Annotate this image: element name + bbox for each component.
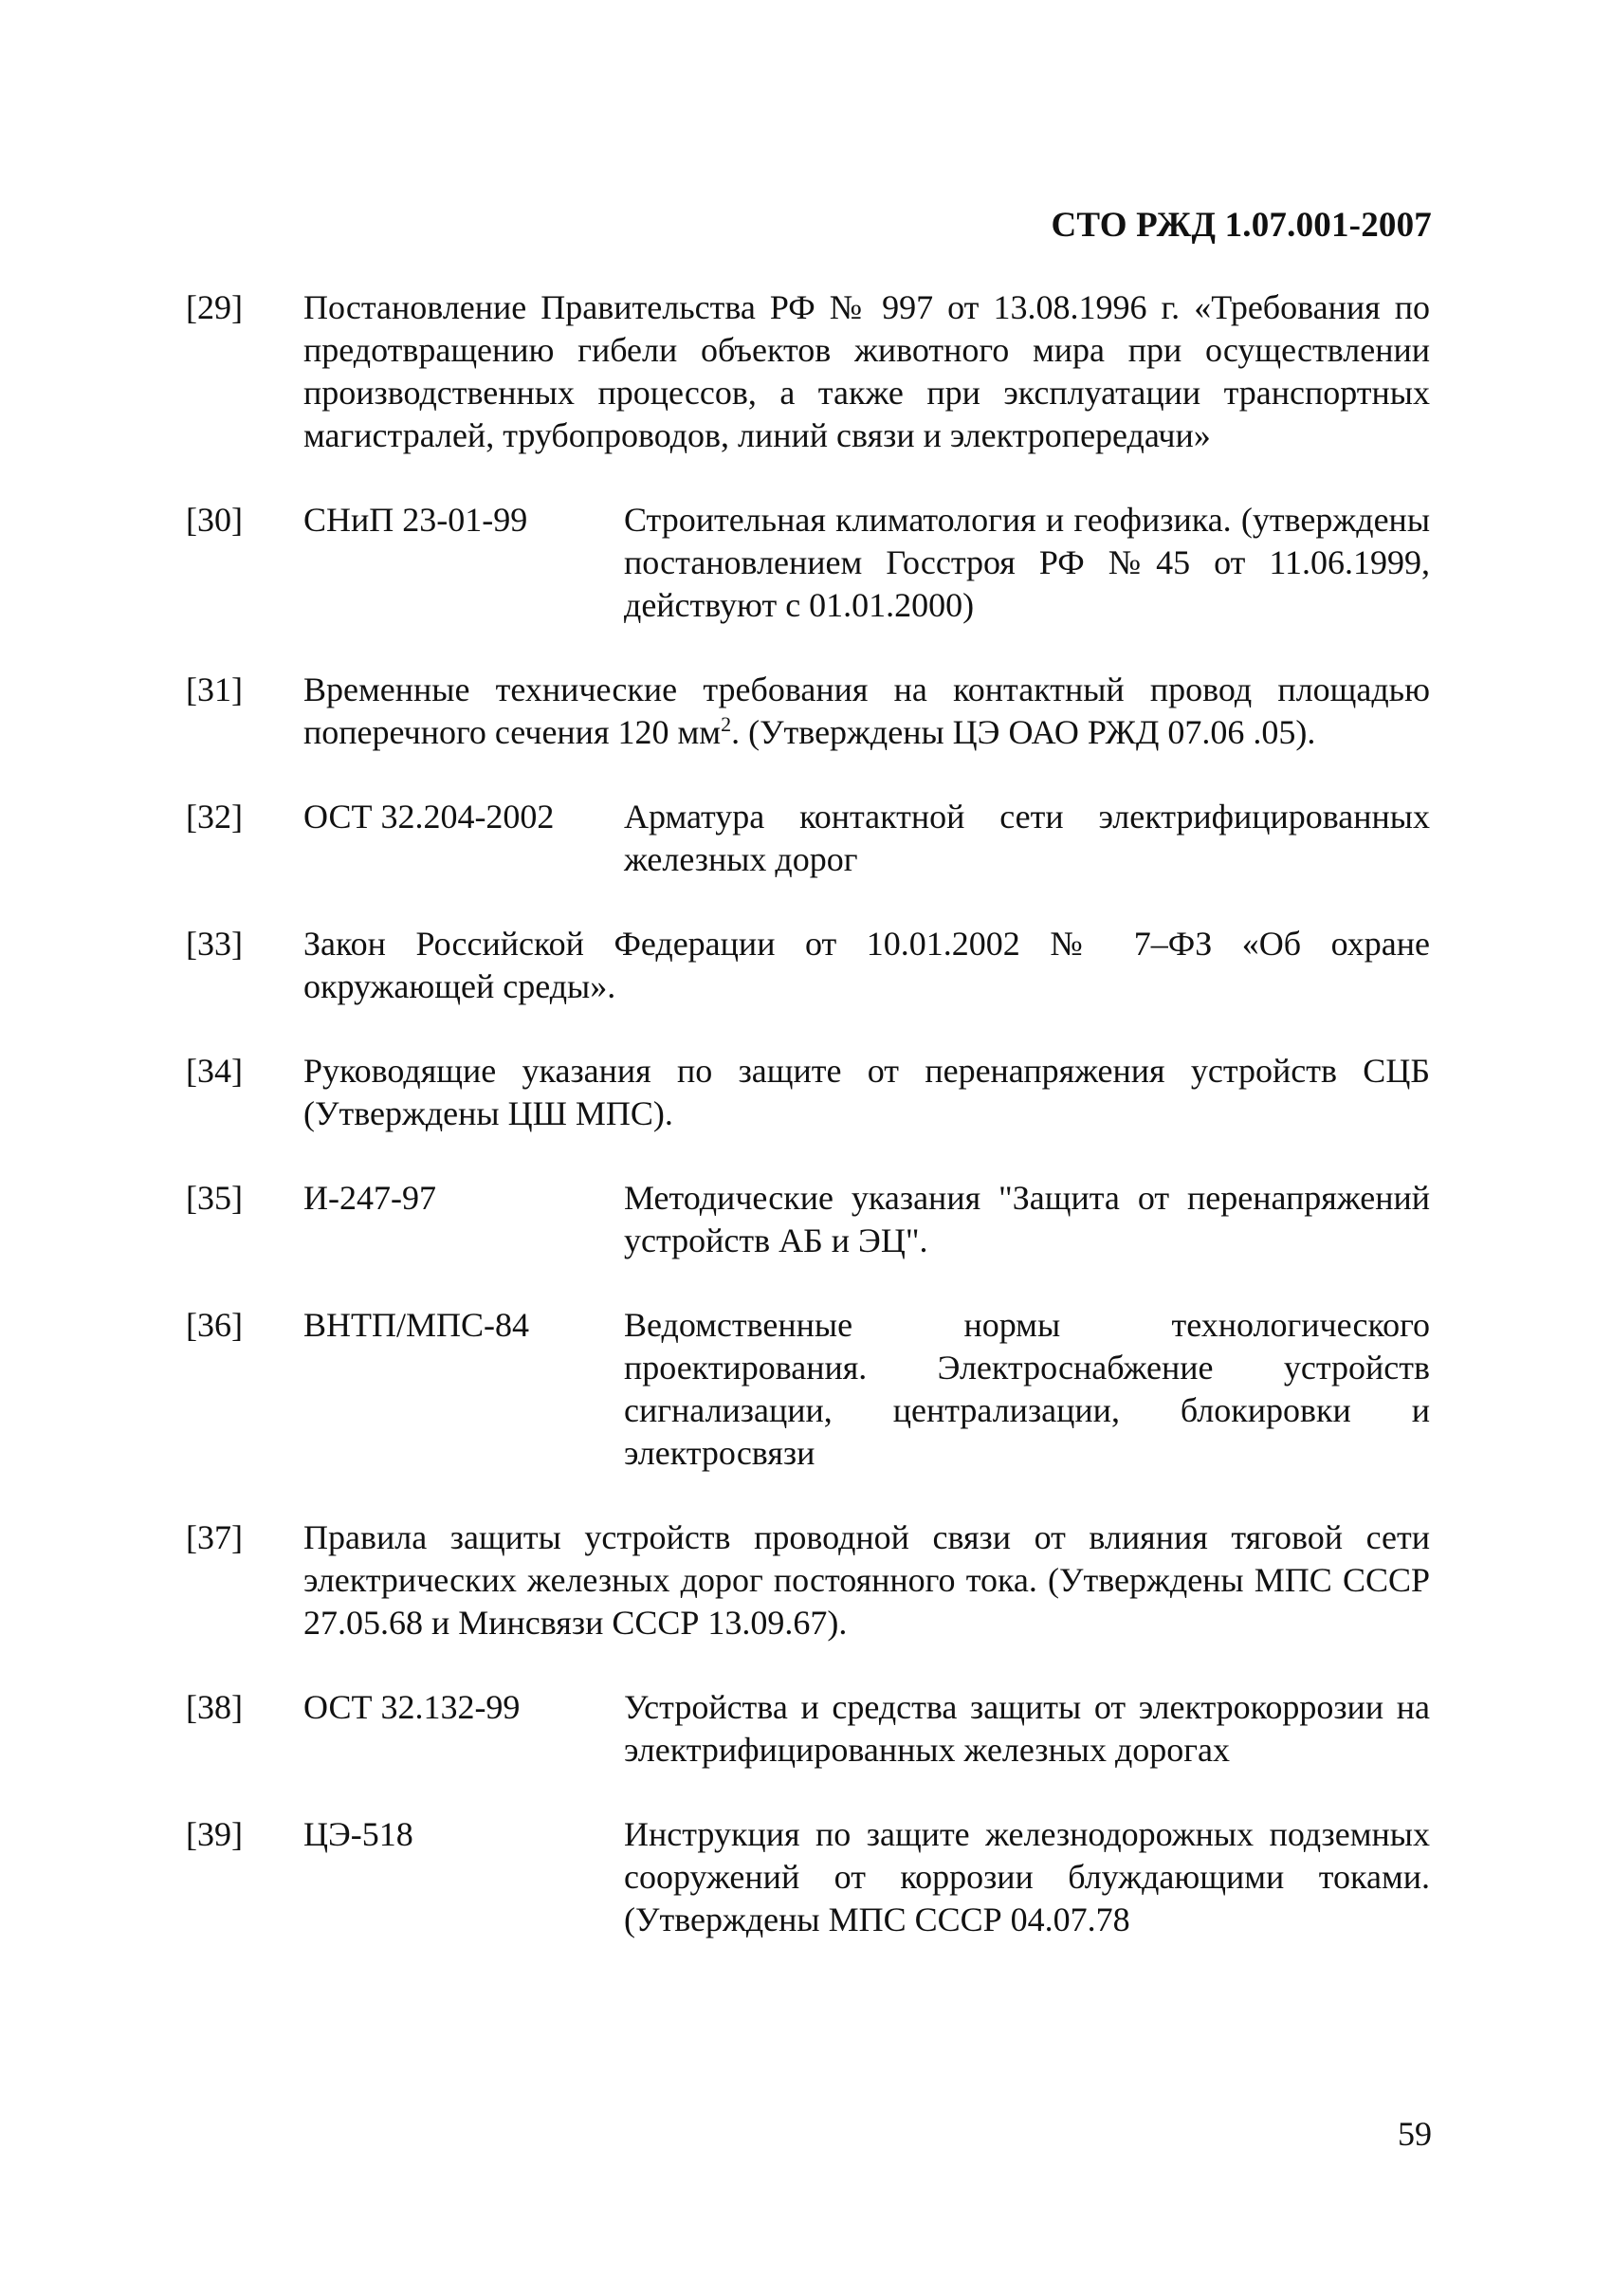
reference-item-29 bbox=[186, 286, 1430, 457]
reference-designation: ОСТ 32.204-2002 bbox=[303, 798, 555, 836]
reference-item-36 bbox=[186, 1304, 1430, 1475]
reference-number: [39] bbox=[186, 1815, 243, 1853]
reference-number: [37] bbox=[186, 1518, 243, 1556]
reference-designation: ВНТП/МПС-84 bbox=[303, 1306, 530, 1344]
reference-designation: СНиП 23-01-99 bbox=[303, 501, 528, 539]
reference-text: Постановление Правительства РФ № 997 от 13.08.1996 г. «Требования по предотвращению гибели объектов животного мира при осуществлении производственных процессов, а также при эксплуатации транспортных магистралей, трубопроводов, линий связи и электропередачи» bbox=[303, 288, 1430, 454]
reference-number: [29] bbox=[186, 288, 243, 326]
reference-text: Руководящие указания по защите от перенапряжения устройств СЦБ (Утверждены ЦШ МПС). bbox=[303, 1052, 1430, 1132]
reference-item-30 bbox=[186, 499, 1430, 627]
reference-text: Устройства и средства защиты от электрокоррозии на электрифицированных железных дорогах bbox=[624, 1688, 1430, 1769]
reference-item-34 bbox=[186, 1050, 1430, 1135]
reference-item-38 bbox=[186, 1686, 1430, 1772]
reference-number: [30] bbox=[186, 501, 243, 539]
reference-list bbox=[186, 286, 1430, 1983]
reference-number: [38] bbox=[186, 1688, 243, 1726]
reference-designation: ЦЭ-518 bbox=[303, 1815, 413, 1853]
reference-number: [34] bbox=[186, 1052, 243, 1090]
reference-item-35 bbox=[186, 1177, 1430, 1262]
reference-text: Строительная климатология и геофизика. (утверждены постановлением Госстроя РФ №45 от 11.06.1999, действуют с 01.01.2000) bbox=[624, 501, 1430, 624]
reference-text bbox=[303, 669, 1430, 754]
reference-item-32 bbox=[186, 796, 1430, 881]
document-code-header: СТО РЖД 1.07.001-2007 bbox=[1051, 206, 1432, 245]
reference-text: Правила защиты устройств проводной связи от влияния тяговой сети электрических железных дорог постоянного тока. (Утверждены МПС СССР 27.05.68 и Минсвязи СССР 13.09.67). bbox=[303, 1518, 1430, 1642]
reference-text: Инструкция по защите железнодорожных подземных сооружений от коррозии блуждающими токами. (Утверждены МПС СССР 04.07.78 bbox=[624, 1815, 1430, 1938]
reference-number: [32] bbox=[186, 798, 243, 836]
page-number: 59 bbox=[1398, 2115, 1432, 2153]
reference-number: [31] bbox=[186, 670, 243, 708]
superscript-exponent: 2 bbox=[721, 712, 732, 736]
reference-number: [33] bbox=[186, 925, 243, 963]
reference-text-main: Временные технические требования на контактный провод площадью поперечного сечения 120 мм bbox=[303, 670, 1430, 751]
reference-text: Методические указания "Защита от перенапряжений устройств АБ и ЭЦ". bbox=[624, 1179, 1430, 1259]
reference-designation: ОСТ 32.132-99 bbox=[303, 1688, 521, 1726]
reference-item-39 bbox=[186, 1813, 1430, 1941]
reference-text: Закон Российской Федерации от 10.01.2002 № 7–ФЗ «Об охране окружающей среды». bbox=[303, 925, 1430, 1005]
reference-item-33 bbox=[186, 923, 1430, 1008]
reference-item-31 bbox=[186, 669, 1430, 754]
reference-text: Арматура контактной сети электрифицированных железных дорог bbox=[624, 798, 1430, 878]
reference-designation: И-247-97 bbox=[303, 1179, 436, 1217]
reference-item-37 bbox=[186, 1516, 1430, 1644]
reference-text-tail: . (Утверждены ЦЭ ОАО РЖД 07.06 .05). bbox=[731, 713, 1316, 751]
reference-number: [35] bbox=[186, 1179, 243, 1217]
reference-text: Ведомственные нормы технологического проектирования. Электроснабжение устройств сигнализации, централизации, блокировки и электросвязи bbox=[624, 1306, 1430, 1472]
reference-number: [36] bbox=[186, 1306, 243, 1344]
